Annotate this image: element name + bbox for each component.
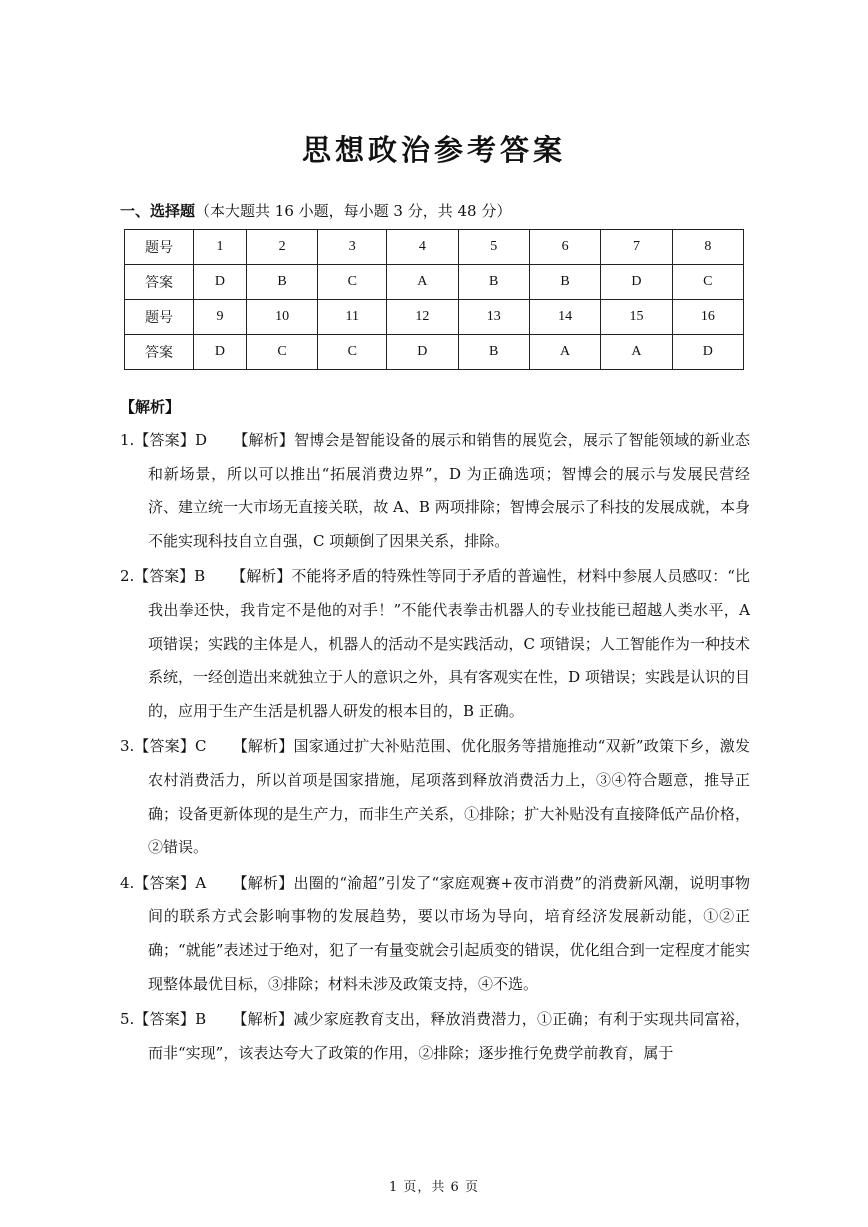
answer-cell: D — [194, 265, 247, 300]
answer-cell: B — [458, 335, 529, 370]
question-number-cell: 9 — [194, 300, 247, 335]
question-number-cell: 16 — [672, 300, 743, 335]
answer-cell: B — [246, 265, 317, 300]
answer-cell: B — [529, 265, 600, 300]
analysis-tag: 【解析】 — [233, 431, 295, 449]
answer-tag: 【答案】B — [134, 1010, 207, 1029]
answer-cell: D — [601, 265, 672, 300]
answer-cell: A — [529, 335, 600, 370]
answer-table — [124, 229, 744, 370]
analysis-tag: 【解析】 — [232, 873, 294, 892]
item-number: 3. — [120, 737, 135, 756]
answer-cell: A — [387, 265, 458, 300]
item-number: 2. — [120, 567, 135, 586]
answer-cell: C — [318, 335, 387, 370]
answer-tag: 【答案】C — [134, 737, 207, 756]
question-number-cell: 7 — [601, 230, 672, 265]
list-item — [120, 867, 750, 1001]
question-number-cell: 6 — [529, 230, 600, 265]
answer-cell: C — [246, 335, 317, 370]
question-number-cell: 3 — [318, 230, 387, 265]
table-row — [125, 335, 744, 370]
item-number: 1. — [120, 431, 135, 449]
table-row — [125, 230, 744, 265]
item-text: 智博会是智能设备的展示和销售的展览会，展示了智能领域的新业态和新场景，所以可以推出“拓展消费边界”，D 为正确选项；智博会的展示与发展民营经济、建立统一大市场无直接关联，故 A、B 两项排除；智博会展示了科技的发展成就，本身不能实现科技自立自强，C 项颠倒了因果关系，排除。 — [148, 431, 750, 550]
list-item — [120, 560, 750, 728]
table-row — [125, 265, 744, 300]
item-text: 不能将矛盾的特殊性等同于矛盾的普遍性，材料中参展人员感叹：“比我出拳还快，我肯定不是他的对手！”不能代表拳击机器人的专业技能已超越人类水平，A 项错误；实践的主体是人，机器人的活动不是实践活动，C 项错误；人工智能作为一种技术系统，一经创造出来就独立于人的意识之外，具有客观实在性，D 项错误；实践是认识的目的，应用于生产生活是机器人研发的根本目的，B 正确。 — [148, 567, 750, 720]
answer-tag: 【答案】A — [134, 873, 207, 892]
answer-tag: 【答案】D — [134, 431, 208, 449]
page-title: 思想政治参考答案 — [301, 133, 566, 167]
analysis-tag: 【解析】 — [232, 1010, 294, 1029]
answer-cell: D — [387, 335, 458, 370]
row-label: 答案 — [125, 265, 194, 300]
item-text: 国家通过扩大补贴范围、优化服务等措施推动“双新”政策下乡，激发农村消费活力，所以首项是国家措施，尾项落到释放消费活力上，③④符合题意，推导正确；设备更新体现的是生产力，而非生产关系，①排除；扩大补贴没有直接降低产品价格，②错误。 — [148, 737, 750, 857]
row-label: 答案 — [125, 335, 194, 370]
list-item — [120, 730, 750, 864]
section-heading-note: （本大题共 16 小题，每小题 3 分，共 48 分） — [195, 202, 512, 220]
analysis-heading: 【解析】 — [120, 398, 181, 416]
page-footer: 1 页，共 6 页 — [389, 1180, 479, 1195]
item-number: 5. — [120, 1010, 135, 1029]
analysis-tag: 【解析】 — [232, 737, 294, 756]
question-number-cell: 4 — [387, 230, 458, 265]
answer-tag: 【答案】B — [134, 567, 206, 586]
question-number-cell: 2 — [246, 230, 317, 265]
answer-cell: A — [601, 335, 672, 370]
analysis-tag: 【解析】 — [231, 567, 292, 586]
question-number-cell: 1 — [194, 230, 247, 265]
answer-cell: C — [318, 265, 387, 300]
question-number-cell: 15 — [601, 300, 672, 335]
question-number-cell: 14 — [529, 300, 600, 335]
answer-cell: D — [194, 335, 247, 370]
item-text: 减少家庭教育支出，释放消费潜力，①正确；有利于实现共同富裕，而非“实现”，该表达夸大了政策的作用，②排除；逐步推行免费学前教育，属于 — [148, 1010, 750, 1062]
row-label: 题号 — [125, 230, 194, 265]
question-number-cell: 12 — [387, 300, 458, 335]
row-label: 题号 — [125, 300, 194, 335]
question-number-cell: 8 — [672, 230, 743, 265]
question-number-cell: 13 — [458, 300, 529, 335]
question-number-cell: 10 — [246, 300, 317, 335]
table-row — [125, 300, 744, 335]
list-item — [120, 1003, 750, 1070]
question-number-cell: 11 — [318, 300, 387, 335]
list-item — [120, 424, 750, 558]
answer-cell: C — [672, 265, 743, 300]
answer-cell: D — [672, 335, 743, 370]
answer-cell: B — [458, 265, 529, 300]
section-heading — [120, 200, 511, 221]
item-text: 出圈的“渝超”引发了“家庭观赛+夜市消费”的消费新风潮，说明事物间的联系方式会影响事物的发展趋势，要以市场为导向，培育经济发展新动能，①②正确；“就能”表述过于绝对，犯了一有量变就会引起质变的错误，优化组合到一定程度才能实现整体最优目标，③排除；材料未涉及政策支持，④不选。 — [148, 873, 750, 993]
item-number: 4. — [120, 873, 135, 892]
question-number-cell: 5 — [458, 230, 529, 265]
section-heading-label: 一、选择题 — [120, 202, 196, 220]
analysis-list — [120, 424, 750, 1072]
